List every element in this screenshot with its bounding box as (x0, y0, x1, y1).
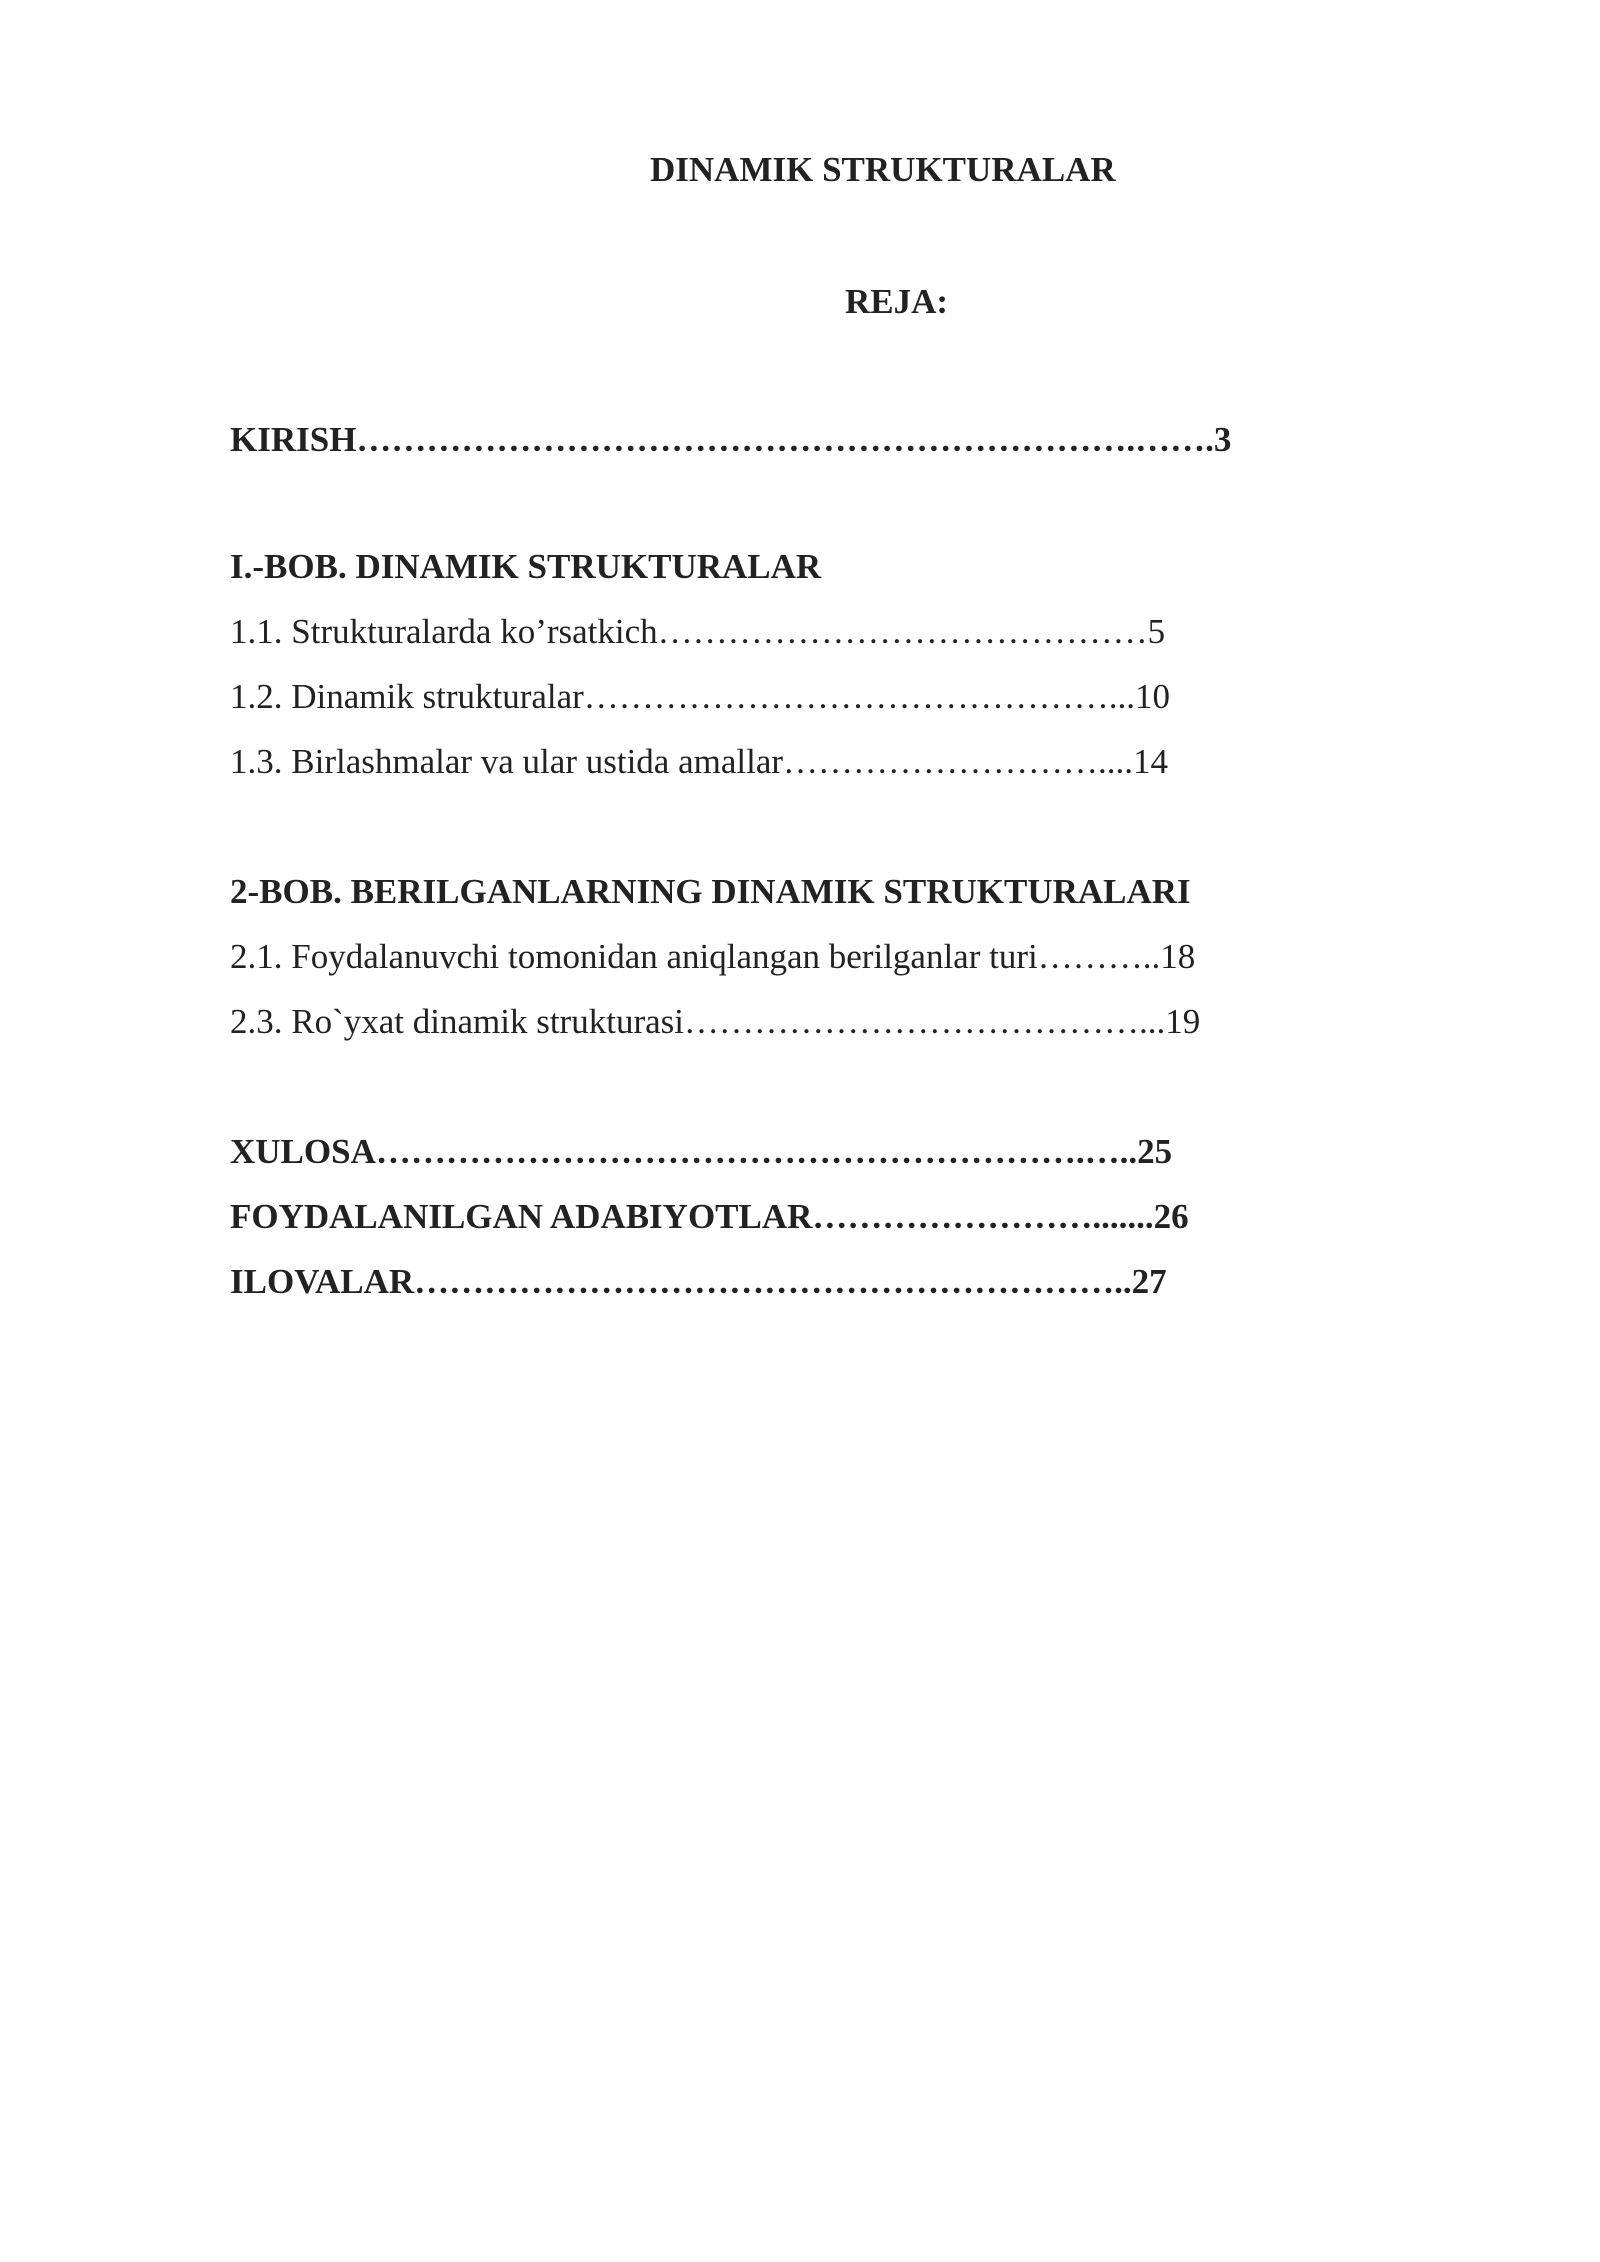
toc-chapter-2-heading: 2-BOB. BERILGANLARNING DINAMIK STRUKTURALARI (230, 872, 1191, 911)
toc-entry-1-2: 1.2. Dinamik strukturalar………………………………………...10 (230, 677, 1171, 716)
toc-entry-intro: KIRISH………………………………………………………….…….3 (230, 420, 1232, 459)
toc-entry-2-3: 2.3. Ro`yxat dinamik strukturasi…………………………………...19 (230, 1002, 1201, 1041)
document-title: DINAMIK STRUKTURALAR (650, 150, 1116, 189)
toc-entry-1-1: 1.1. Strukturalarda ko’rsatkich……………………………………5 (230, 612, 1166, 651)
toc-entry-1-3: 1.3. Birlashmalar va ular ustida amallar………………………....14 (230, 742, 1169, 781)
toc-entry-2-1: 2.1. Foydalanuvchi tomonidan aniqlangan berilganlar turi………..18 (230, 937, 1196, 976)
toc-entry-appendices: ILOVALAR……………………………………………………..27 (230, 1262, 1167, 1301)
toc-chapter-1-heading: I.-BOB. DINAMIK STRUKTURALAR (230, 547, 822, 586)
plan-heading: REJA: (845, 282, 949, 321)
toc-entry-references: FOYDALANILGAN ADABIYOTLAR…………………….......26 (230, 1197, 1189, 1236)
toc-entry-conclusion: XULOSA…………………………………………………….…..25 (230, 1132, 1173, 1171)
